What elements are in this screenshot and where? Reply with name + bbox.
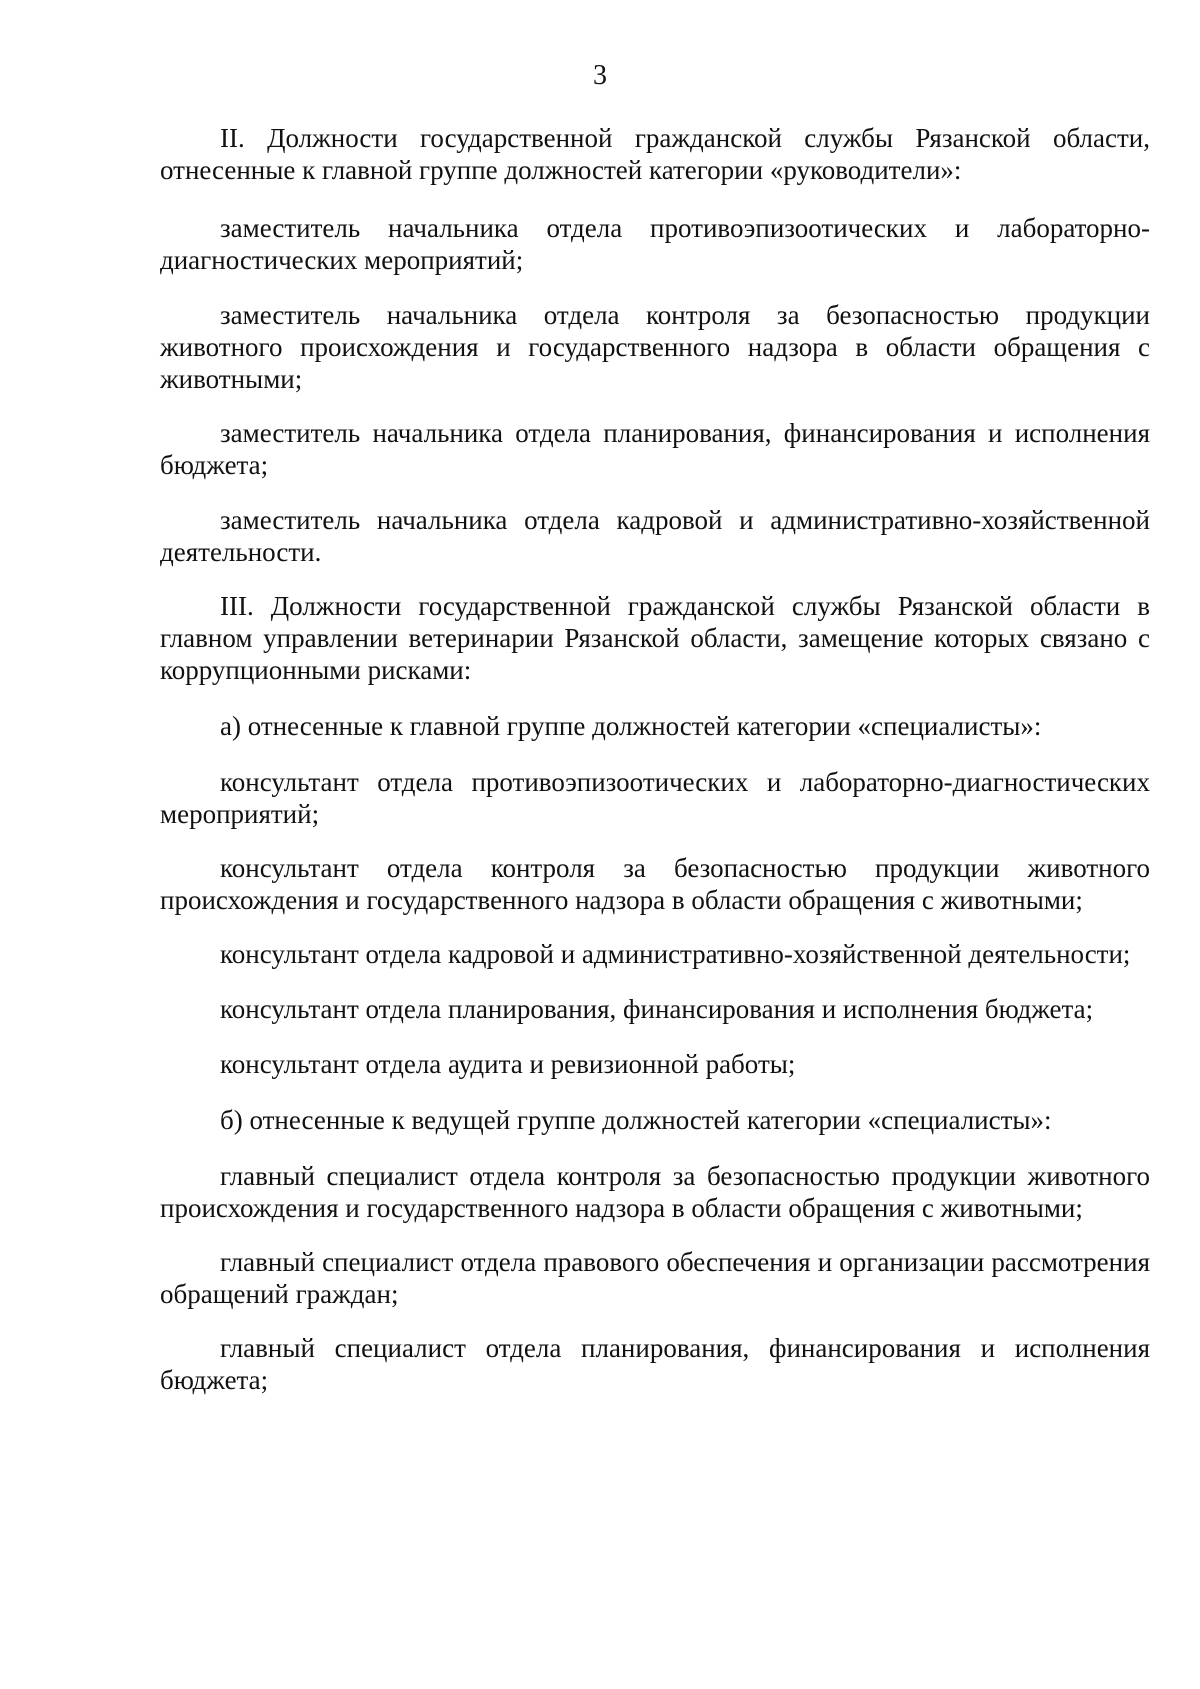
paragraph: главный специалист отдела контроля за безопасностью продукции животного происхождения и государственного надзора в области обращения с животными; (160, 1161, 1150, 1223)
paragraph: заместитель начальника отдела контроля за безопасностью продукции животного происхождения и государственного надзора в области обращения с животными; (160, 300, 1150, 394)
paragraph: заместитель начальника отдела планирования, финансирования и исполнения бюджета; (160, 418, 1150, 480)
paragraph: консультант отдела планирования, финансирования и исполнения бюджета; (220, 994, 1094, 1024)
paragraph: консультант отдела противоэпизоотических и лабораторно-диагностических мероприятий; (160, 767, 1150, 829)
subsection-b-heading: б) отнесенные к ведущей группе должностей категории «специалисты»: (220, 1105, 1052, 1135)
document-body (160, 122, 1150, 1396)
paragraph: главный специалист отдела планирования, финансирования и исполнения бюджета; (160, 1333, 1150, 1395)
page-number: 3 (593, 60, 607, 91)
paragraph: главный специалист отдела правового обеспечения и организации рассмотрения обращений граждан; (160, 1247, 1150, 1309)
subsection-a-heading: а) отнесенные к главной группе должностей категории «специалисты»: (220, 711, 1042, 741)
paragraph: консультант отдела кадровой и административно-хозяйственной деятельности; (220, 939, 1131, 969)
section-2-heading: II. Должности государственной гражданской службы Рязанской области, отнесенные к главной группе должностей категории «руководители»: (160, 123, 1150, 185)
paragraph: заместитель начальника отдела противоэпизоотических и лабораторно-диагностических мероприятий; (160, 213, 1150, 275)
paragraph: консультант отдела аудита и ревизионной работы; (220, 1049, 796, 1079)
section-3-heading: III. Должности государственной гражданской службы Рязанской области в главном управлении ветеринарии Рязанской области, замещение которых связано с коррупционными рисками: (160, 591, 1150, 685)
paragraph: консультант отдела контроля за безопасностью продукции животного происхождения и государственного надзора в области обращения с животными; (160, 853, 1150, 915)
paragraph: заместитель начальника отдела кадровой и административно-хозяйственной деятельности. (160, 505, 1150, 567)
